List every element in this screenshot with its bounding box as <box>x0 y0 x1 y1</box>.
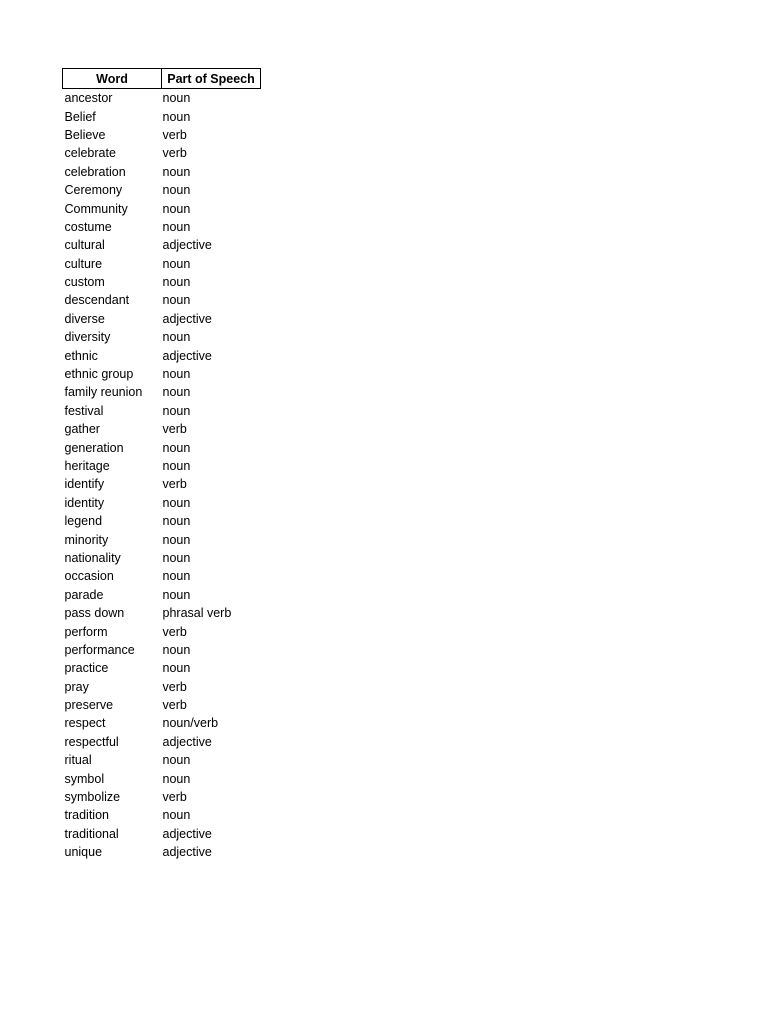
word-cell: pass down <box>64 606 125 621</box>
part-of-speech-cell: verb <box>162 146 187 161</box>
table-row <box>63 696 261 714</box>
part-of-speech-cell: verb <box>162 698 187 713</box>
word-cell: costume <box>64 219 112 234</box>
table-row <box>63 549 261 567</box>
part-of-speech-cell: verb <box>162 422 187 437</box>
word-cell: culture <box>64 256 103 271</box>
table-row <box>63 604 261 622</box>
part-of-speech-cell: noun <box>162 569 191 584</box>
word-cell: pray <box>64 679 89 694</box>
part-of-speech-cell: noun <box>162 808 191 823</box>
word-cell: respect <box>64 716 106 731</box>
table-body <box>63 89 261 862</box>
table-row <box>63 199 261 217</box>
table-row <box>63 475 261 493</box>
part-of-speech-cell: adjective <box>162 238 212 253</box>
word-cell: minority <box>64 532 109 547</box>
word-cell: diversity <box>64 330 111 345</box>
word-cell: legend <box>64 514 103 529</box>
table-row <box>63 273 261 291</box>
table-row <box>63 586 261 604</box>
word-cell: ritual <box>64 753 92 768</box>
table-row <box>63 89 261 108</box>
table-row <box>63 420 261 438</box>
word-cell: diverse <box>64 311 105 326</box>
part-of-speech-cell: noun <box>162 587 191 602</box>
table-row <box>63 567 261 585</box>
table-row <box>63 365 261 383</box>
table-row <box>63 328 261 346</box>
table-row <box>63 107 261 125</box>
part-of-speech-cell: noun <box>162 293 191 308</box>
table-row <box>63 512 261 530</box>
table-row <box>63 622 261 640</box>
word-cell: celebration <box>64 164 126 179</box>
part-of-speech-cell: noun <box>162 753 191 768</box>
word-cell: preserve <box>64 698 114 713</box>
word-cell: parade <box>64 587 104 602</box>
part-of-speech-cell: noun <box>162 219 191 234</box>
word-cell: symbolize <box>64 790 121 805</box>
table-row <box>63 843 261 861</box>
table-row <box>63 659 261 677</box>
word-cell: gather <box>64 422 100 437</box>
word-cell: Believe <box>64 127 106 142</box>
part-of-speech-cell: noun <box>162 330 191 345</box>
table-row <box>63 163 261 181</box>
word-cell: ethnic group <box>64 367 134 382</box>
table-row <box>63 494 261 512</box>
table-row <box>63 788 261 806</box>
word-cell: celebrate <box>64 146 116 161</box>
part-of-speech-cell: noun <box>162 495 191 510</box>
part-of-speech-cell: noun <box>162 440 191 455</box>
part-of-speech-cell: noun <box>162 275 191 290</box>
part-of-speech-cell: phrasal verb <box>162 606 232 621</box>
part-of-speech-cell: noun <box>162 532 191 547</box>
vocabulary-table <box>62 68 261 861</box>
part-of-speech-cell: noun <box>162 403 191 418</box>
part-of-speech-cell: noun <box>162 642 191 657</box>
part-of-speech-cell: noun <box>162 256 191 271</box>
part-of-speech-cell: adjective <box>162 348 212 363</box>
word-cell: custom <box>64 275 105 290</box>
part-of-speech-column-header: Part of Speech <box>162 69 261 89</box>
word-cell: identity <box>64 495 105 510</box>
table-row <box>63 291 261 309</box>
part-of-speech-cell: noun <box>162 550 191 565</box>
word-cell: traditional <box>64 826 119 841</box>
table-row <box>63 144 261 162</box>
word-cell: identify <box>64 477 105 492</box>
table-row <box>63 678 261 696</box>
word-cell: occasion <box>64 569 114 584</box>
table-row <box>63 181 261 199</box>
part-of-speech-cell: verb <box>162 624 187 639</box>
table-row <box>63 346 261 364</box>
part-of-speech-cell: verb <box>162 790 187 805</box>
word-cell: family reunion <box>64 385 143 400</box>
word-cell: unique <box>64 845 103 860</box>
table-row <box>63 714 261 732</box>
part-of-speech-cell: noun <box>162 164 191 179</box>
table-row <box>63 825 261 843</box>
table-row <box>63 733 261 751</box>
word-cell: Belief <box>64 109 96 124</box>
word-cell: ancestor <box>64 91 113 106</box>
table-row <box>63 769 261 787</box>
part-of-speech-cell: noun <box>162 109 191 124</box>
part-of-speech-cell: noun <box>162 91 191 106</box>
word-cell: nationality <box>64 550 121 565</box>
word-cell: tradition <box>64 808 109 823</box>
word-cell: performance <box>64 642 135 657</box>
word-cell: Community <box>64 201 128 216</box>
part-of-speech-cell: adjective <box>162 826 212 841</box>
part-of-speech-cell: noun <box>162 183 191 198</box>
word-cell: festival <box>64 403 104 418</box>
table-row <box>63 641 261 659</box>
table-row <box>63 806 261 824</box>
part-of-speech-cell: adjective <box>162 311 212 326</box>
part-of-speech-cell: adjective <box>162 845 212 860</box>
word-cell: ethnic <box>64 348 98 363</box>
part-of-speech-cell: noun <box>162 385 191 400</box>
table-row <box>63 383 261 401</box>
part-of-speech-cell: verb <box>162 477 187 492</box>
part-of-speech-cell: noun <box>162 367 191 382</box>
word-cell: practice <box>64 661 109 676</box>
table-row <box>63 236 261 254</box>
word-cell: cultural <box>64 238 105 253</box>
part-of-speech-cell: noun/verb <box>162 716 219 731</box>
word-cell: generation <box>64 440 124 455</box>
vocabulary-sheet <box>62 68 260 861</box>
word-cell: heritage <box>64 459 110 473</box>
word-cell: Ceremony <box>64 183 123 198</box>
table-row <box>63 310 261 328</box>
word-column-header: Word <box>63 69 162 89</box>
part-of-speech-cell: noun <box>162 201 191 216</box>
table-row <box>63 218 261 236</box>
part-of-speech-cell: noun <box>162 514 191 529</box>
part-of-speech-cell: noun <box>162 661 191 676</box>
table-row <box>63 438 261 456</box>
part-of-speech-cell: verb <box>162 679 187 694</box>
part-of-speech-cell: noun <box>162 459 191 473</box>
part-of-speech-cell: verb <box>162 127 187 142</box>
part-of-speech-cell: noun <box>162 771 191 786</box>
table-row <box>63 530 261 548</box>
header-row <box>63 69 261 89</box>
word-cell: symbol <box>64 771 105 786</box>
part-of-speech-cell: adjective <box>162 734 212 749</box>
table-row <box>63 751 261 769</box>
word-cell: descendant <box>64 293 130 308</box>
word-cell: respectful <box>64 734 119 749</box>
word-cell: perform <box>64 624 108 639</box>
table-row <box>63 402 261 420</box>
table-row <box>63 457 261 475</box>
table-row <box>63 126 261 144</box>
table-row <box>63 255 261 273</box>
